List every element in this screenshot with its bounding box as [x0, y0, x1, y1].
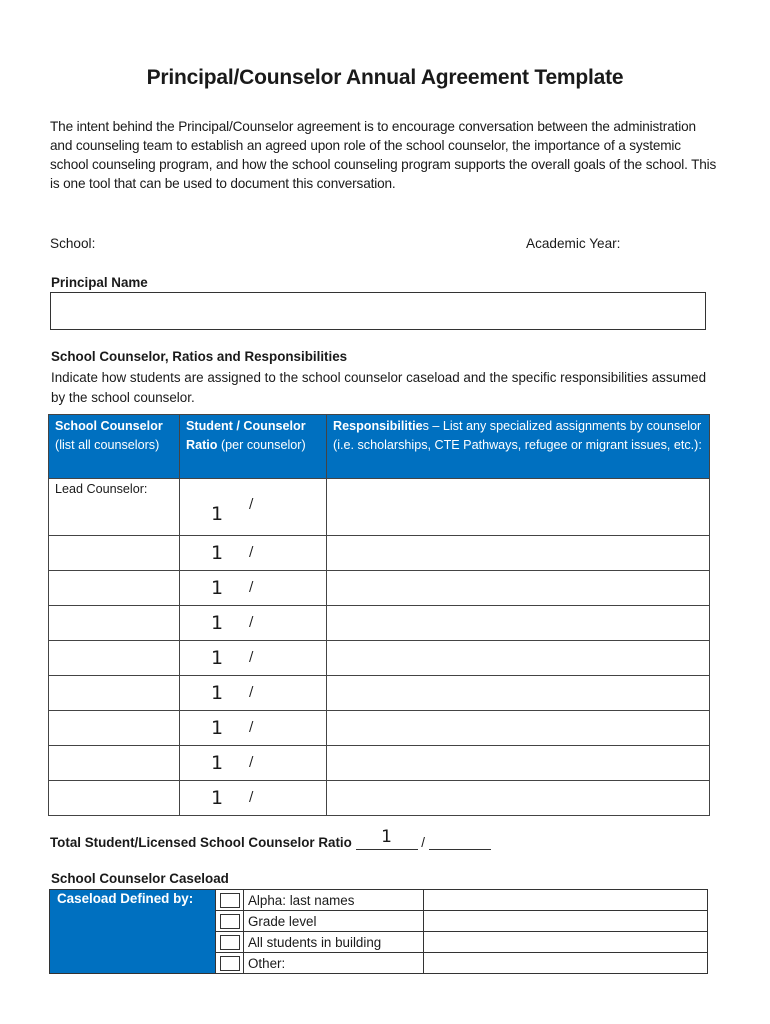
ratio-cell[interactable]	[180, 676, 327, 711]
counselor-name	[49, 641, 179, 647]
ratio-separator: /	[249, 545, 254, 560]
caseload-checkbox-cell	[216, 911, 244, 932]
header-ratio-bold-2: Ratio	[186, 438, 218, 452]
ratios-section-heading: School Counselor, Ratios and Responsibilities	[51, 349, 348, 364]
total-ratio-line	[50, 827, 491, 850]
ratio-cell[interactable]	[180, 606, 327, 641]
caseload-option-label: Grade level	[244, 911, 424, 932]
table-row	[49, 746, 710, 781]
total-ratio-left-value: 1	[381, 827, 392, 847]
caseload-checkbox-cell	[216, 932, 244, 953]
table-row	[49, 479, 710, 536]
caseload-option-row	[50, 890, 708, 911]
header-ratio-bold-1: Student / Counselor	[186, 419, 306, 433]
principal-name-label: Principal Name	[51, 275, 148, 290]
counselor-name-cell[interactable]	[49, 676, 180, 711]
counselor-name-cell[interactable]	[49, 571, 180, 606]
caseload-defined-by-label: Caseload Defined by:	[50, 890, 216, 974]
counselor-name	[49, 781, 179, 787]
table-row	[49, 536, 710, 571]
caseload-checkbox[interactable]	[220, 956, 240, 971]
ratios-section-description: Indicate how students are assigned to the school counselor caseload and the specific responsibilities assumed by the school counselor.	[51, 370, 707, 405]
table-header-row	[49, 415, 710, 479]
academic-year-label: Academic Year:	[526, 236, 621, 251]
responsibilities-cell[interactable]	[327, 676, 710, 711]
responsibilities-cell[interactable]	[327, 479, 710, 536]
caseload-checkbox[interactable]	[220, 914, 240, 929]
total-ratio-separator: /	[421, 835, 426, 850]
header-responsibilities-sub: – List any specialized assignments by counselor (i.e. scholarships, CTE Pathways, refugee or migrant issues, etc.):	[333, 419, 702, 452]
ratio-cell[interactable]	[180, 479, 327, 536]
header-ratio-sub: (per counselor)	[217, 438, 306, 452]
ratio-separator: /	[249, 685, 254, 700]
caseload-table	[49, 889, 708, 974]
responsibilities-cell[interactable]	[327, 711, 710, 746]
school-label: School:	[50, 236, 96, 251]
table-row	[49, 781, 710, 816]
ratio-left-value: 1	[211, 752, 224, 774]
ratio-left-value: 1	[211, 503, 224, 525]
caseload-checkbox[interactable]	[220, 935, 240, 950]
total-ratio-right-input[interactable]	[429, 833, 491, 850]
counselor-name-cell[interactable]	[49, 536, 180, 571]
header-responsibilities-s: s	[422, 419, 429, 433]
responsibilities-cell[interactable]	[327, 781, 710, 816]
counselor-name-cell[interactable]	[49, 711, 180, 746]
caseload-option-label: All students in building	[244, 932, 424, 953]
responsibilities-cell[interactable]	[327, 571, 710, 606]
total-ratio-label: Total Student/Licensed School Counselor Ratio	[50, 835, 352, 850]
ratio-left-value: 1	[211, 647, 224, 669]
caseload-option-label: Other:	[244, 953, 424, 974]
header-school-counselor-bold: School Counselor	[55, 419, 163, 433]
ratio-separator: /	[249, 650, 254, 665]
header-ratio	[180, 415, 327, 479]
ratio-left-value: 1	[211, 787, 224, 809]
counselor-name	[49, 606, 179, 612]
caseload-option-detail[interactable]	[424, 890, 708, 911]
header-responsibilities-bold: Responsibilitie	[333, 419, 423, 433]
ratio-separator: /	[249, 790, 254, 805]
ratio-left-value: 1	[211, 542, 224, 564]
table-row	[49, 641, 710, 676]
ratio-left-value: 1	[211, 612, 224, 634]
counselor-name-cell[interactable]	[49, 641, 180, 676]
counselor-name	[49, 536, 179, 542]
header-school-counselor-sub: (list all counselors)	[55, 438, 160, 452]
ratio-cell[interactable]	[180, 711, 327, 746]
counselor-name-cell[interactable]	[49, 606, 180, 641]
ratio-cell[interactable]	[180, 746, 327, 781]
counselor-name-cell[interactable]	[49, 781, 180, 816]
counselor-name	[49, 711, 179, 717]
ratio-left-value: 1	[211, 717, 224, 739]
caseload-checkbox-cell	[216, 890, 244, 911]
ratio-separator: /	[249, 497, 254, 512]
table-row	[49, 676, 710, 711]
caseload-checkbox-cell	[216, 953, 244, 974]
document-title: Principal/Counselor Annual Agreement Template	[146, 66, 624, 89]
caseload-checkbox[interactable]	[220, 893, 240, 908]
total-ratio-left-input[interactable]	[356, 827, 418, 850]
ratio-separator: /	[249, 580, 254, 595]
counselor-name-cell[interactable]	[49, 479, 180, 536]
caseload-option-label: Alpha: last names	[244, 890, 424, 911]
ratio-cell[interactable]	[180, 781, 327, 816]
ratio-left-value: 1	[211, 577, 224, 599]
responsibilities-cell[interactable]	[327, 746, 710, 781]
table-row	[49, 606, 710, 641]
ratio-separator: /	[249, 615, 254, 630]
responsibilities-cell[interactable]	[327, 641, 710, 676]
caseload-option-detail[interactable]	[424, 932, 708, 953]
counselor-name	[49, 676, 179, 682]
intro-paragraph: The intent behind the Principal/Counselor agreement is to encourage conversation between the administration and counseling team to establish an agreed upon role of the school counselor, the importance of a systemic school counseling program, and how the school counseling program supports the overall goals of the school. This is one tool that can be used to document this conversation.	[50, 119, 717, 191]
caseload-heading: School Counselor Caseload	[51, 871, 229, 886]
responsibilities-cell[interactable]	[327, 606, 710, 641]
counselor-name	[49, 746, 179, 752]
ratio-separator: /	[249, 755, 254, 770]
table-row	[49, 571, 710, 606]
ratio-left-value: 1	[211, 682, 224, 704]
caseload-option-detail[interactable]	[424, 911, 708, 932]
ratio-cell[interactable]	[180, 536, 327, 571]
table-row	[49, 711, 710, 746]
ratio-separator: /	[249, 720, 254, 735]
principal-name-input[interactable]	[50, 292, 706, 330]
counselor-ratio-table	[48, 414, 710, 816]
caseload-option-detail[interactable]	[424, 953, 708, 974]
counselor-name: Lead Counselor:	[55, 482, 148, 496]
counselor-name	[49, 571, 179, 577]
counselor-name-cell[interactable]	[49, 746, 180, 781]
responsibilities-cell[interactable]	[327, 536, 710, 571]
ratio-cell[interactable]	[180, 641, 327, 676]
header-responsibilities	[327, 415, 710, 479]
ratio-cell[interactable]	[180, 571, 327, 606]
header-school-counselor	[49, 415, 180, 479]
